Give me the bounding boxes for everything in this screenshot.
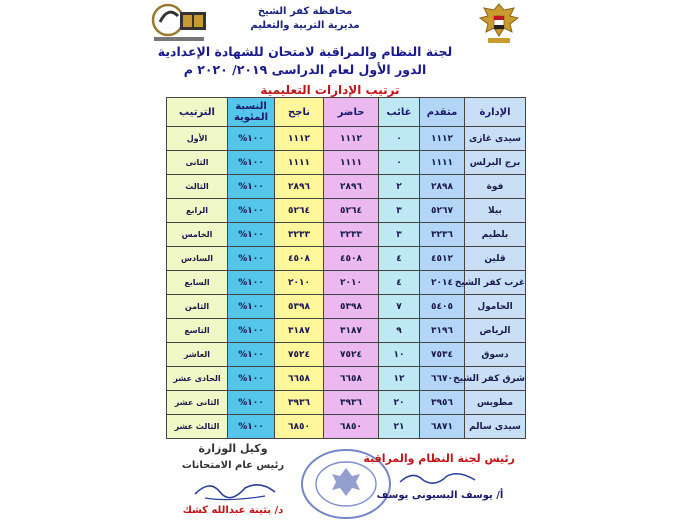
cell-admin: قلين xyxy=(465,247,526,271)
cell-admin: دسوق xyxy=(465,343,526,367)
cell-admin: بيلا xyxy=(465,199,526,223)
cell-percentage: ١٠٠% xyxy=(228,151,275,175)
committee-title: لجنة النظام والمراقبة لامتحان للشهادة الإعدادية xyxy=(157,44,453,59)
table-row xyxy=(167,247,526,271)
cell-admin: سيدى سالم xyxy=(465,415,526,439)
cell-rank: السابع xyxy=(167,271,228,295)
table-row xyxy=(167,295,526,319)
exam-round-title: الدور الأول لعام الدراسى ٢٠١٩/ ٢٠٢٠ م xyxy=(183,62,427,77)
cell-rank: الثانى xyxy=(167,151,228,175)
cell-rank: الثالث عشر xyxy=(167,415,228,439)
header-passed: ناجح xyxy=(275,98,324,127)
deputy-minister-title: وكيل الوزارة xyxy=(198,442,268,455)
cell-admin: الحامول xyxy=(465,295,526,319)
cell-absent: ٤ xyxy=(379,271,420,295)
cell-applied: ٦٨٧١ xyxy=(420,415,465,439)
header-present: حاضر xyxy=(324,98,379,127)
cell-rank: الخامس xyxy=(167,223,228,247)
cell-absent: ١٢ xyxy=(379,367,420,391)
cell-passed: ٦٨٥٠ xyxy=(275,415,324,439)
cell-admin: برج البرلس xyxy=(465,151,526,175)
cell-present: ٤٥٠٨ xyxy=(324,247,379,271)
education-logo-icon xyxy=(150,2,208,44)
cell-admin: شرق كفر الشيخ xyxy=(465,367,526,391)
cell-applied: ٦٦٧٠ xyxy=(420,367,465,391)
cell-present: ٣٩٣٦ xyxy=(324,391,379,415)
ranking-table xyxy=(166,97,526,439)
cell-absent: ٣ xyxy=(379,223,420,247)
cell-passed: ١١١١ xyxy=(275,151,324,175)
cell-percentage: ١٠٠% xyxy=(228,367,275,391)
ranking-title: ترتيب الإدارات التعليمية xyxy=(260,83,400,97)
cell-percentage: ١٠٠% xyxy=(228,199,275,223)
cell-percentage: ١٠٠% xyxy=(228,343,275,367)
cell-passed: ٧٥٢٤ xyxy=(275,343,324,367)
cell-rank: الثالث xyxy=(167,175,228,199)
table-row xyxy=(167,391,526,415)
table-row xyxy=(167,223,526,247)
header-admin: الإدارة xyxy=(465,98,526,127)
cell-percentage: ١٠٠% xyxy=(228,319,275,343)
cell-present: ٣٢٣٣ xyxy=(324,223,379,247)
cell-passed: ٢٨٩٦ xyxy=(275,175,324,199)
egypt-eagle-emblem-icon xyxy=(474,0,524,46)
cell-present: ٧٥٢٤ xyxy=(324,343,379,367)
cell-absent: ٢١ xyxy=(379,415,420,439)
cell-applied: ٥٤٠٥ xyxy=(420,295,465,319)
cell-rank: الثانى عشر xyxy=(167,391,228,415)
cell-percentage: ١٠٠% xyxy=(228,415,275,439)
cell-applied: ٥٢٦٧ xyxy=(420,199,465,223)
cell-admin: الرياض xyxy=(465,319,526,343)
cell-passed: ٥٣٩٨ xyxy=(275,295,324,319)
cell-percentage: ١٠٠% xyxy=(228,223,275,247)
cell-rank: السادس xyxy=(167,247,228,271)
exams-head-title: رئيس عام الامتحانات xyxy=(181,460,285,471)
cell-rank: الأول xyxy=(167,127,228,151)
cell-absent: ١٠ xyxy=(379,343,420,367)
header-rank: الترتيب xyxy=(167,98,228,127)
cell-absent: ٠ xyxy=(379,151,420,175)
cell-passed: ١١١٢ xyxy=(275,127,324,151)
cell-rank: الثامن xyxy=(167,295,228,319)
cell-admin: مطوبس xyxy=(465,391,526,415)
cell-absent: ٣ xyxy=(379,199,420,223)
cell-present: ٣١٨٧ xyxy=(324,319,379,343)
cell-applied: ٣١٩٦ xyxy=(420,319,465,343)
cell-present: ١١١١ xyxy=(324,151,379,175)
governorate-label: محافظة كفر الشيخ xyxy=(257,6,353,17)
table-row xyxy=(167,343,526,367)
cell-passed: ٢٠١٠ xyxy=(275,271,324,295)
cell-applied: ٢٨٩٨ xyxy=(420,175,465,199)
cell-present: ٦٦٥٨ xyxy=(324,367,379,391)
cell-percentage: ١٠٠% xyxy=(228,295,275,319)
table-row xyxy=(167,415,526,439)
cell-admin: بلطيم xyxy=(465,223,526,247)
cell-present: ٢٠١٠ xyxy=(324,271,379,295)
handwritten-signature-left xyxy=(190,474,280,504)
cell-percentage: ١٠٠% xyxy=(228,175,275,199)
cell-rank: العاشر xyxy=(167,343,228,367)
cell-absent: ٤ xyxy=(379,247,420,271)
cell-percentage: ١٠٠% xyxy=(228,271,275,295)
table-row xyxy=(167,319,526,343)
committee-head-title: رئيس لجنة النظام والمراقبة xyxy=(363,452,515,465)
cell-applied: ١١١١ xyxy=(420,151,465,175)
directorate-label: مديرية التربية والتعليم xyxy=(250,20,360,31)
cell-applied: ٧٥٣٤ xyxy=(420,343,465,367)
cell-passed: ٣٢٣٣ xyxy=(275,223,324,247)
cell-rank: التاسع xyxy=(167,319,228,343)
cell-absent: ٧ xyxy=(379,295,420,319)
table-row xyxy=(167,175,526,199)
cell-rank: الحادى عشر xyxy=(167,367,228,391)
cell-passed: ٦٦٥٨ xyxy=(275,367,324,391)
cell-applied: ١١١٢ xyxy=(420,127,465,151)
cell-percentage: ١٠٠% xyxy=(228,247,275,271)
cell-passed: ٤٥٠٨ xyxy=(275,247,324,271)
committee-head-name: أ/ يوسف البسيونى يوسف xyxy=(376,490,504,501)
cell-present: ٢٨٩٦ xyxy=(324,175,379,199)
cell-passed: ٣٩٣٦ xyxy=(275,391,324,415)
cell-present: ٥٢٦٤ xyxy=(324,199,379,223)
table-row xyxy=(167,127,526,151)
cell-absent: ٩ xyxy=(379,319,420,343)
cell-percentage: ١٠٠% xyxy=(228,391,275,415)
cell-present: ٦٨٥٠ xyxy=(324,415,379,439)
cell-passed: ٥٢٦٤ xyxy=(275,199,324,223)
cell-present: ٥٣٩٨ xyxy=(324,295,379,319)
table-header-row xyxy=(167,98,526,127)
cell-rank: الرابع xyxy=(167,199,228,223)
header-absent: غائب xyxy=(379,98,420,127)
cell-applied: ٣٢٣٦ xyxy=(420,223,465,247)
header-applied: متقدم xyxy=(420,98,465,127)
cell-percentage: ١٠٠% xyxy=(228,127,275,151)
cell-admin: سيدى غازى xyxy=(465,127,526,151)
cell-applied: ٢٠١٤ xyxy=(420,271,465,295)
cell-present: ١١١٢ xyxy=(324,127,379,151)
table-row xyxy=(167,367,526,391)
deputy-minister-name: د/ بثينة عبدالله كشك xyxy=(182,505,284,516)
cell-absent: ٢٠ xyxy=(379,391,420,415)
ranking-table-body xyxy=(167,127,526,439)
cell-absent: ٠ xyxy=(379,127,420,151)
cell-admin: فوة xyxy=(465,175,526,199)
cell-passed: ٣١٨٧ xyxy=(275,319,324,343)
cell-absent: ٢ xyxy=(379,175,420,199)
handwritten-signature-right xyxy=(395,468,485,490)
cell-applied: ٣٩٥٦ xyxy=(420,391,465,415)
table-row xyxy=(167,151,526,175)
table-row xyxy=(167,271,526,295)
table-row xyxy=(167,199,526,223)
cell-admin: غرب كفر الشيخ xyxy=(465,271,526,295)
cell-applied: ٤٥١٢ xyxy=(420,247,465,271)
header-percentage: النسبة المئوية xyxy=(228,98,275,127)
